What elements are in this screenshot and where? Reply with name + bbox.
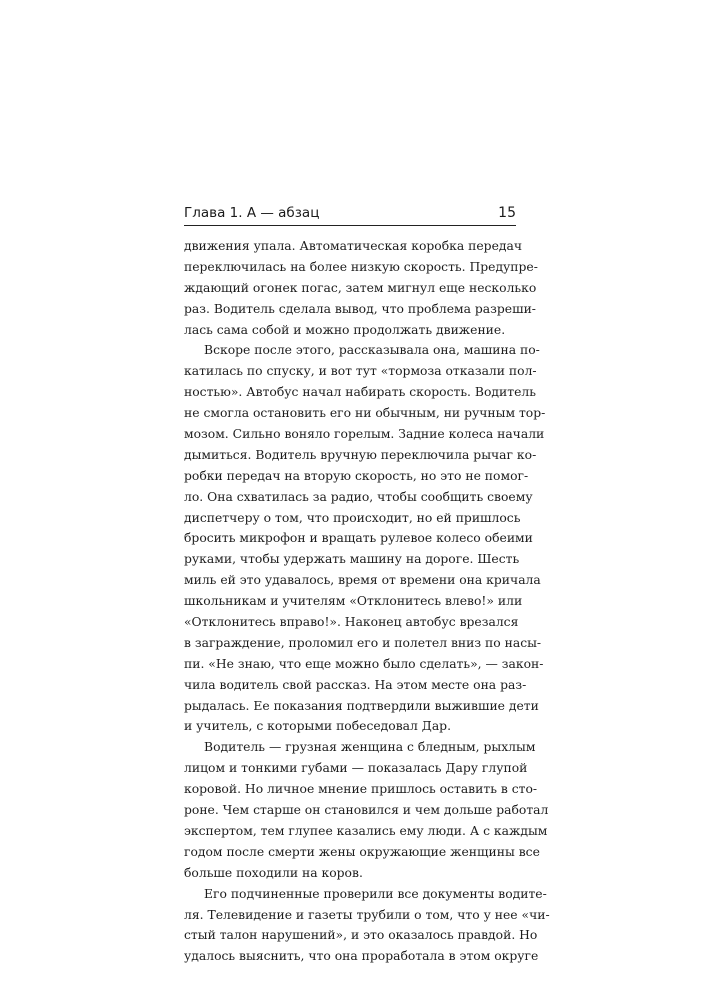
text-line: ло. Она схватилась за радио, чтобы сообщить своему [184,489,533,504]
text-line: не смогла остановить его ни обычным, ни ручным тор- [184,406,546,421]
page-number: 15 [498,205,516,221]
text-line: чила водитель свой рассказ. На этом месте она раз- [184,677,527,692]
text-line: Водитель — грузная женщина с бледным, рыхлым [204,740,536,755]
paragraph [184,884,550,968]
text-line: ждающий огонек погас, затем мигнул еще несколько [184,280,537,295]
text-line: роне. Чем старше он становился и чем дольше работал [184,803,549,818]
body-text [184,236,550,967]
text-line: ностью». Автобус начал набирать скорость. Водитель [184,385,536,400]
paragraph [184,236,538,340]
text-line: раз. Водитель сделала вывод, что проблема разреши- [184,301,536,316]
text-line: пи. «Не знаю, что еще можно было сделать», — закон- [184,656,544,671]
text-line: переключилась на более низкую скорость. Предупре- [184,259,538,274]
text-line: коровой. Но личное мнение пришлось оставить в сто- [184,782,538,797]
text-line: Вскоре после этого, рассказывала она, машина по- [204,343,540,358]
text-line: удалось выяснить, что она проработала в этом округе [184,949,539,964]
text-line: стый талон нарушений», и это оказалось правдой. Но [184,928,538,943]
text-line: дымиться. Водитель вручную переключила рычаг ко- [184,447,537,462]
running-head [184,203,516,223]
text-line: рыдалась. Ее показания подтвердили выжившие дети [184,698,539,713]
text-line: бросить микрофон и вращать рулевое колесо обеими [184,531,533,546]
text-line: мозом. Сильно воняло горелым. Задние колеса начали [184,427,545,442]
text-line: лась сама собой и можно продолжать движение. [184,322,506,337]
text-line: робки передач на вторую скорость, но это не помог- [184,468,529,483]
text-line: движения упала. Автоматическая коробка передач [184,239,523,253]
text-line: лицом и тонкими губами — показалась Дару глупой [184,761,528,776]
text-line: в заграждение, проломил его и полетел вниз по насы- [184,635,542,650]
text-line: и учитель, с которыми побеседовал Дар. [184,719,452,734]
text-line: «Отклонитесь вправо!». Наконец автобус врезался [184,615,519,630]
paragraph [184,737,549,883]
text-line: катилась по спуску, и вот тут «тормоза отказали пол- [184,364,537,379]
text-line: школьникам и учителям «Отклонитесь влево!» или [184,594,523,609]
text-line: диспетчеру о том, что происходит, но ей пришлось [184,510,521,525]
text-line: руками, чтобы удержать машину на дороге. Шесть [184,552,520,567]
paragraph [184,340,546,737]
chapter-title: Глава 1. А — абзац [184,205,320,221]
text-line: больше походили на коров. [184,865,363,880]
text-line: ля. Телевидение и газеты трубили о том, что у нее «чи- [184,907,550,922]
header-rule [184,225,516,226]
text-line: миль ей это удавалось, время от времени она кричала [184,573,541,588]
text-line: годом после смерти жены окружающие женщины все [184,844,540,859]
text-line: экспертом, тем глупее казались ему люди. А с каждым [184,823,548,838]
text-line: Его подчиненные проверили все документы водите- [204,886,547,901]
